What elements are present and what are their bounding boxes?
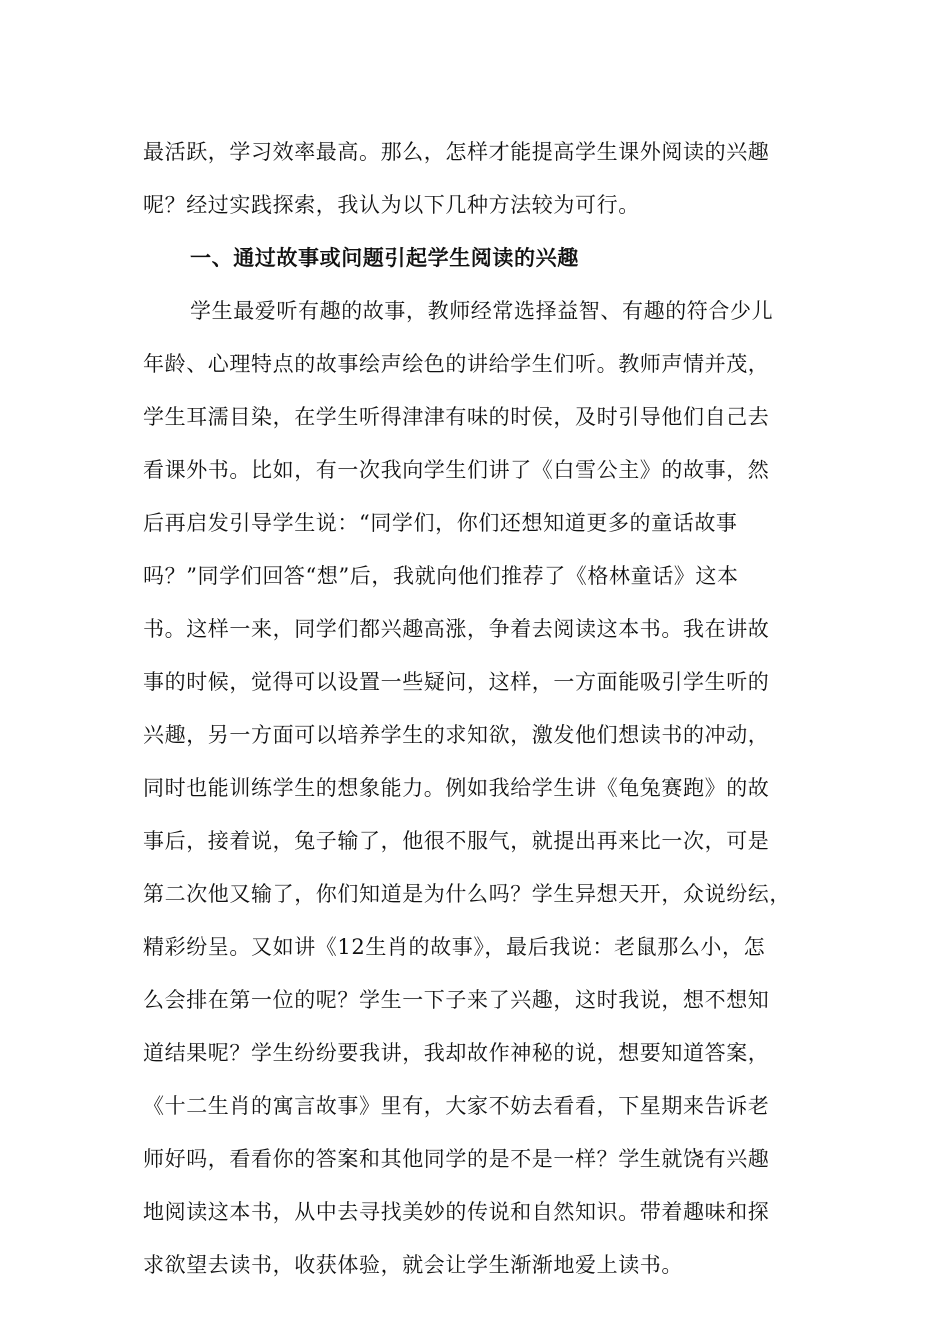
body-text-line: 地阅读这本书，从中去寻找美妙的传说和自然知识。带着趣味和探 [143,1200,770,1224]
body-text-line: 事的时候，觉得可以设置一些疑问，这样，一方面能吸引学生听的 [143,670,770,694]
body-text-line: 书。这样一来，同学们都兴趣高涨，争着去阅读这本书。我在讲故 [143,617,770,641]
body-text-line: 第二次他又输了，你们知道是为什么吗？学生异想天开，众说纷纭， [143,882,791,906]
body-text-line: 学生最爱听有趣的故事，教师经常选择益智、有趣的符合少儿 [190,299,774,323]
body-text-line: 年龄、心理特点的故事绘声绘色的讲给学生们听。教师声情并茂， [143,352,770,376]
body-text-line: 学生耳濡目染，在学生听得津津有味的时侯，及时引导他们自己去 [143,405,770,429]
body-text-line: 兴趣，另一方面可以培养学生的求知欲，激发他们想读书的冲动， [143,723,770,747]
body-text-line: 么会排在第一位的呢？学生一下子来了兴趣，这时我说，想不想知 [143,988,770,1012]
body-text-line: 师好吗，看看你的答案和其他同学的是不是一样？学生就饶有兴趣 [143,1147,770,1171]
body-text-line: 呢？经过实践探索，我认为以下几种方法较为可行。 [143,193,640,217]
body-text-line: 后再启发引导学生说：“同学们，你们还想知道更多的童话故事 [143,511,738,535]
section-heading: 一、通过故事或问题引起学生阅读的兴趣 [190,245,579,270]
body-text-line: 看课外书。比如，有一次我向学生们讲了《白雪公主》的故事，然 [143,458,770,482]
body-text-line: 道结果呢？学生纷纷要我讲，我却故作神秘的说，想要知道答案， [143,1041,770,1065]
body-text-line: 《十二生肖的寓言故事》里有，大家不妨去看看，下星期来告诉老 [143,1094,770,1118]
body-text-line: 求欲望去读书，收获体验，就会让学生渐渐地爱上读书。 [143,1253,683,1277]
body-text-line: 最活跃，学习效率最高。那么，怎样才能提高学生课外阅读的兴趣 [143,140,770,164]
body-text-line: 吗？”同学们回答“想”后，我就向他们推荐了《格林童话》这本 [143,564,739,588]
body-text-line: 精彩纷呈。又如讲《12生肖的故事》，最后我说：老鼠那么小，怎 [143,935,766,959]
body-text-line: 事后，接着说，兔子输了，他很不服气，就提出再来比一次，可是 [143,829,770,853]
body-text-line: 同时也能训练学生的想象能力。例如我给学生讲《龟兔赛跑》的故 [143,776,770,800]
